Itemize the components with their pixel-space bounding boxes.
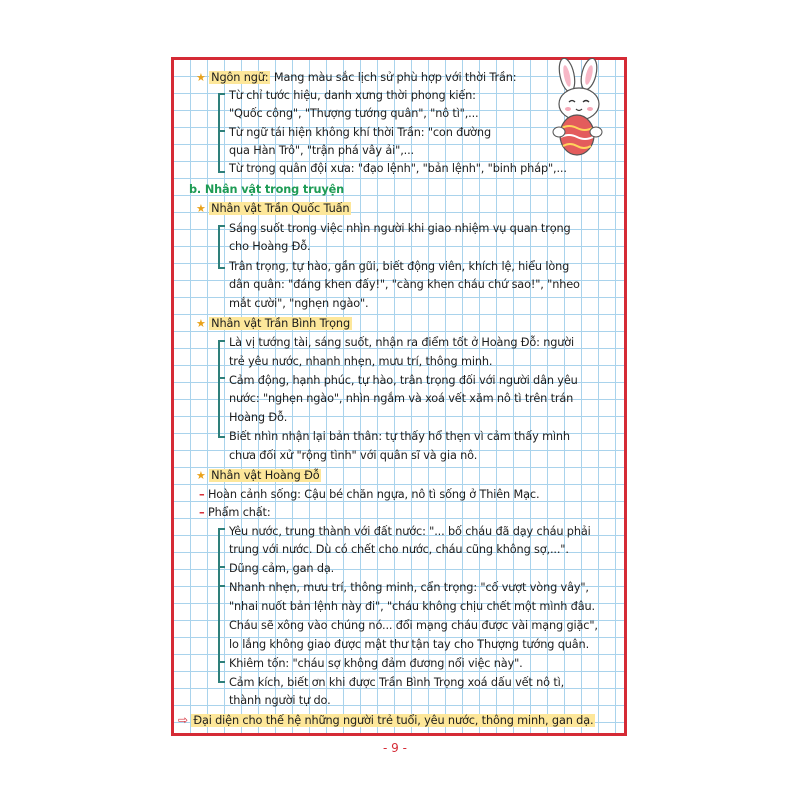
character-heading-tbt	[196, 315, 352, 332]
text-line: thành người tự do.	[229, 694, 331, 707]
text-line: Dũng cảm, gan dạ.	[229, 562, 335, 575]
bunny-illustration	[547, 58, 611, 156]
text-line: Yêu nước, trung thành với đất nước: "... bố cháu đã dạy cháu phải	[229, 525, 591, 538]
bracket-tick	[218, 130, 225, 132]
text-line: lo lắng không giao được mật thư tận tay cho Thượng tướng quân.	[229, 638, 590, 651]
character-title: Nhân vật Hoàng Đỗ	[211, 469, 320, 482]
conclusion-text: Đại diện cho thế hệ những người trẻ tuổi, yêu nước, thông minh, gan dạ.	[193, 714, 594, 727]
text-line: Trân trọng, tự hào, gần gũi, biết động viên, khích lệ, hiểu lòng	[229, 260, 570, 273]
text-line: Từ chỉ tước hiệu, danh xưng thời phong kiến:	[229, 89, 476, 102]
text-line: trung với nước. Dù có chết cho nước, cháu cũng không sợ,...".	[229, 543, 569, 556]
text-line: nước: "nghẹn ngào", nhìn ngắm và xoá vết xăm nô tì trên trán	[229, 392, 574, 405]
bracket-tbt	[218, 340, 220, 438]
character-heading-hd	[196, 467, 321, 484]
text-line: Sáng suốt trong việc nhìn người khi giao nhiệm vụ quan trọng	[229, 222, 571, 235]
text-line: dân quân: "đáng khen đấy!", "càng khen cháu chứ sao!", "nheo	[229, 278, 580, 291]
conclusion-line	[178, 712, 595, 729]
page-number: - 9 -	[383, 741, 407, 755]
text-line: cho Hoàng Đỗ.	[229, 240, 311, 253]
bracket-tick	[218, 585, 225, 587]
bracket-tqt	[218, 225, 220, 269]
bracket-hd	[218, 528, 220, 683]
text-line: Là vị tướng tài, sáng suốt, nhận ra điểm tốt ở Hoàng Đỗ: người	[229, 336, 575, 349]
text-line: mắt cười", "nghẹn ngào".	[229, 297, 369, 310]
dash-icon: –	[199, 488, 205, 501]
star-icon: ★	[196, 202, 206, 215]
language-label: Ngôn ngữ:	[211, 71, 269, 84]
bracket-language	[218, 93, 220, 173]
text-line: Khiêm tốn: "cháu sợ không đảm đương nổi việc này".	[229, 657, 523, 670]
text-line: qua Hàn Trô", "trận phá vây ải",...	[229, 144, 414, 157]
hd-qualities	[199, 504, 270, 521]
text-line: "Quốc công", "Thượng tướng quân", "nô tì",...	[229, 107, 479, 120]
star-icon: ★	[196, 317, 206, 330]
section-heading: b. Nhân vật trong truyện	[189, 183, 345, 196]
text-line: Hoàng Đỗ.	[229, 411, 288, 424]
hd-circumstance	[199, 486, 539, 503]
bracket-tick	[218, 661, 225, 663]
language-line	[196, 69, 516, 86]
character-title: Nhân vật Trần Quốc Tuấn	[211, 202, 350, 215]
text-line: Biết nhìn nhận lại bản thân: tự thấy hổ thẹn vì cảm thấy mình	[229, 430, 570, 443]
bracket-tick	[218, 377, 225, 379]
text-line: trẻ yêu nước, nhanh nhẹn, mưu trí, thông minh.	[229, 355, 493, 368]
star-icon: ★	[196, 469, 206, 482]
text-line: Nhanh nhẹn, mưu trí, thông minh, cẩn trọng: "cố vượt vòng vây",	[229, 581, 589, 594]
text-line: chưa đối xử "rộng tình" với quân sĩ và gia nô.	[229, 449, 478, 462]
character-title: Nhân vật Trần Bình Trọng	[211, 317, 350, 330]
text-line: Từ trong quân đội xưa: "đạo lệnh", "bản lệnh", "binh pháp",...	[229, 162, 567, 175]
text-line: Từ ngữ tái hiện không khí thời Trần: "con đường	[229, 126, 491, 139]
text-line: "nhai nuốt bản lệnh này đi", "cháu không chịu chết một mình đâu.	[229, 600, 595, 613]
text-line: Hoàn cảnh sống: Cậu bé chăn ngựa, nô tì sống ở Thiên Mạc.	[207, 488, 540, 501]
star-icon: ★	[196, 71, 206, 84]
text-line: Phẩm chất:	[207, 506, 271, 519]
text-line: Cảm động, hạnh phúc, tự hào, trân trọng đối với người dân yêu	[229, 374, 578, 387]
bracket-tick	[218, 566, 225, 568]
arrow-right-icon: ⇨	[178, 713, 188, 727]
dash-icon: –	[199, 506, 205, 519]
character-heading-tqt	[196, 200, 351, 217]
language-text: Mang màu sắc lịch sử phù hợp với thời Trần:	[270, 71, 517, 84]
text-line: Cảm kích, biết ơn khi được Trần Bình Trọng xoá dấu vết nô tì,	[229, 676, 565, 689]
text-line: Cháu sẽ xông vào chúng nó... đổi mạng cháu được vài mạng giặc",	[229, 619, 598, 632]
